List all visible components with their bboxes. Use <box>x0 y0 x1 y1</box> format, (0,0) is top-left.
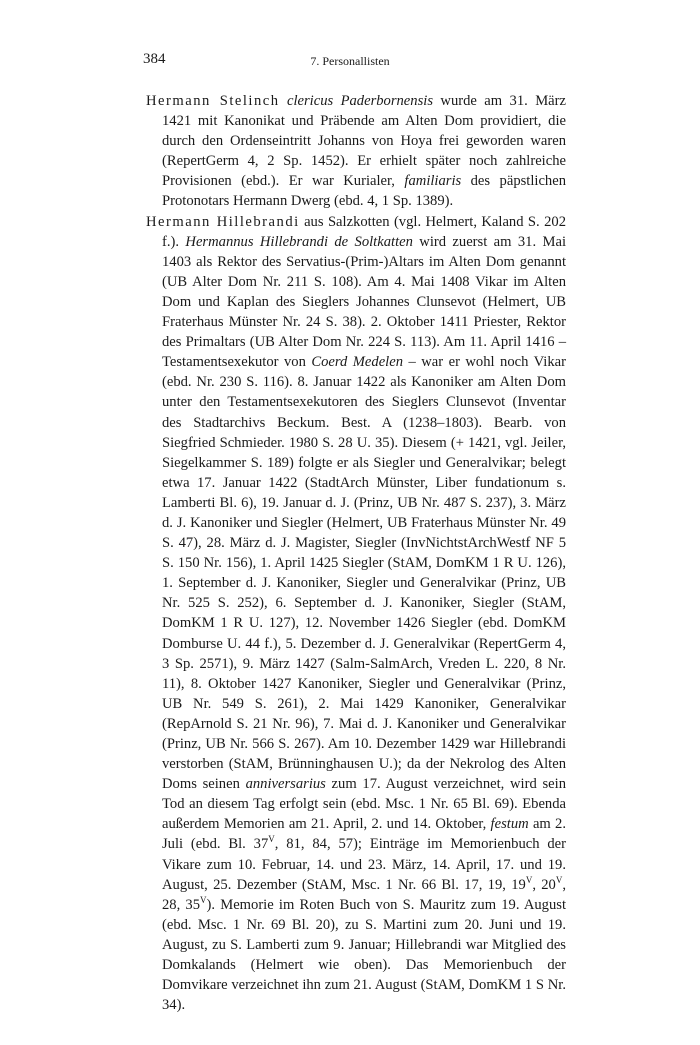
superscript-text: V <box>525 874 533 885</box>
page-number: 384 <box>143 51 166 67</box>
text-run: wird zuerst am 31. Mai 1403 als Rektor des Servatius-(Prim-)Altars im Alten Dom genannt (UB Alter Dom Nr. 211 S. 108). Am 4. Mai 1408 Vikar im Alten Dom und Kaplan des Sieglers Johannes Clunsevot (Helmert, UB Fraterhaus Münster Nr. 24 S. 38). 2. Oktober 1411 Priester, Rektor des Primaltars (UB Alter Dom Nr. 224 S. 113). Am 11. April 1416 – Testamentsexekutor von <box>162 233 566 371</box>
text-run: zum 17. August verzeichnet, wird sein Tod an diesem Tag erfolgt sein (ebd. Msc. 1 Nr. 65 Bl. 69). Ebenda außerdem Memorien am 21. April, 2. und 14. Oktober, <box>162 776 566 833</box>
italic-text: clericus Paderbornensis <box>286 93 433 109</box>
text-run: – war er wohl noch Vikar (ebd. Nr. 230 S. 116). 8. Januar 1422 als Kanoniker am Alten Dom unter den Testamentsexekutoren des Sieglers Clunsevot (Inventar des Stadtarchivs Beckum. Best. A (1238–1803). Bearb. von Siegfried Schmieder. 1980 S. 28 U. 35). Diesem (+ 1421, vgl. Jeiler, Siegelkammer S. 189) folgte er als Siegler und Generalvikar; belegt etwa 17. Januar 1422 (StadtArch Münster, Liber fundationum s. Lamberti Bl. 6), 19. Januar d. J. (Prinz, UB Nr. 487 S. 237), 3. März d. J. Kanoniker und Siegler (Helmert, UB Fraterhaus Münster Nr. 49 S. 47), 28. März d. J. Magister, Siegler (InvNichtstArchWestf NF 5 S. 150 Nr. 156), 1. April 1425 Siegler (StAM, DomKM 1 R U. 126), 1. September d. J. Kanoniker, Siegler und Generalvikar (Prinz, UB Nr. 525 S. 252), 6. September d. J. Kanoniker, Siegler (StAM, DomKM 1 R U. 127), 12. November 1426 Siegler (ebd. DomKM Domburse U. 44 f.), 5. Dezember d. J. Generalvikar (RepertGerm 4, 3 Sp. 2571), 9. März 1427 (Salm-SalmArch, Vreden L. 220, 8 Nr. 11), 8. Oktober 1427 Kanoniker, Siegler und Generalvikar (Prinz, UB Nr. 549 S. 261), 2. Mai 1429 Kanoniker, Generalvikar (RepArnold S. 21 Nr. 96), 7. Mai d. J. Kanoniker und Generalvikar (Prinz, UB Nr. 566 S. 267). Am 10. Dezember 1429 war Hillebrandi verstorben (StAM, Brünninghausen U.); da der Nekrolog des Alten Doms seinen <box>162 354 566 793</box>
italic-text: festum <box>490 816 529 833</box>
entry-text <box>162 214 566 1014</box>
text-run: , 20 <box>532 876 556 893</box>
entry-hermann-hillebrandi <box>146 212 566 1016</box>
text-run: aus Salzkotten (vgl. Helmert, Kaland S. 202 f.). <box>162 213 566 250</box>
text-run: am 2. Juli (ebd. Bl. 37 <box>162 816 566 853</box>
entry-text <box>162 93 566 209</box>
text-run: , 81, 84, 57); Einträge im Memorienbuch der Vikare zum 10. Februar, 14. und 23. März, 14. April, 17. und 19. August, 25. Dezember (StAM, Msc. 1 Nr. 66 Bl. 17, 19, 19 <box>162 836 566 893</box>
superscript-text: V <box>555 874 563 885</box>
entry-hermann-stelinch <box>146 91 566 212</box>
entries-list <box>146 91 566 1015</box>
superscript-text: V <box>200 894 207 905</box>
italic-text: anniversarius <box>245 776 326 793</box>
text-run <box>280 93 287 109</box>
superscript-text: V <box>268 834 275 845</box>
italic-text: Hermannus Hillebrandi de Soltkatten <box>185 233 413 250</box>
entry-name: Hermann Hillebrandi <box>146 213 300 230</box>
running-head: 7. Personallisten <box>310 54 390 68</box>
entry-name: Hermann Stelinch <box>146 93 280 109</box>
italic-text: Coerd Medelen <box>311 354 403 371</box>
text-run: wurde am 31. März 1421 mit Kanonikat und Präbende am Alten Dom providiert, die durch den Ordenseintritt Johanns von Hoya frei geworden waren (RepertGerm 4, 2 Sp. 1452). Er erhielt später noch zahlreiche Provisionen (ebd.). Er war Kurialer, <box>162 93 566 190</box>
text-run: , 28, 35 <box>162 876 566 913</box>
text-run: des päpstlichen Protonotars Hermann Dwerg (ebd. 4, 1 Sp. 1389). <box>162 173 567 210</box>
italic-text: familiaris <box>404 173 462 190</box>
text-run: ). Memorie im Roten Buch von S. Mauritz zum 19. August (ebd. Msc. 1 Nr. 69 Bl. 20), zu S. Martini zum 20. Juni und 19. August, zu S. Lamberti zum 9. Januar; Hillebrandi war Mitglied des Domkalands (Helmert wie oben). Das Memorienbuch der Domvikare verzeichnet ihn zum 21. August (StAM, DomKM 1 S Nr. 34). <box>162 896 567 1014</box>
